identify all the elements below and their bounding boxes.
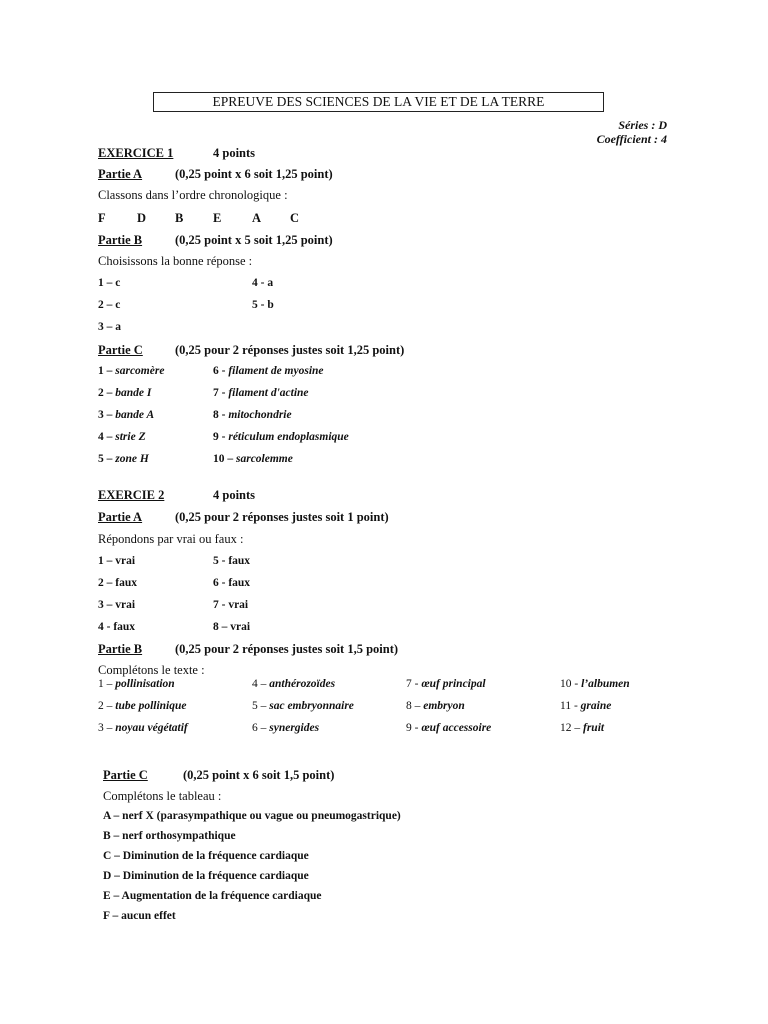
- true-false-answer: 7 - vrai: [213, 599, 249, 611]
- plant-term: 8 – embryon: [406, 700, 465, 712]
- exercise-1-points: 4 points: [213, 146, 256, 160]
- muscle-term: 2 – bande I: [98, 387, 152, 399]
- ex2-part-b-label: Partie B: [98, 642, 143, 656]
- ex2-part-c-label: Partie C: [103, 768, 148, 782]
- plant-term: 6 – synergides: [252, 722, 320, 734]
- true-false-answer: 4 - faux: [98, 621, 136, 633]
- page-title: EPREUVE DES SCIENCES DE LA VIE ET DE LA TERRE: [153, 92, 604, 112]
- ex1-part-c-scoring: (0,25 pour 2 réponses justes soit 1,25 point): [175, 343, 405, 357]
- order-item: B: [175, 211, 184, 225]
- true-false-answer: 8 – vrai: [213, 621, 251, 633]
- table-answer: F – aucun effet: [103, 910, 176, 922]
- true-false-answer: 3 – vrai: [98, 599, 136, 611]
- plant-term: 1 – pollinisation: [98, 678, 175, 690]
- answer-item: 3 – a: [98, 321, 121, 333]
- plant-term: 5 – sac embryonnaire: [252, 700, 354, 712]
- ex2-part-b-scoring: (0,25 pour 2 réponses justes soit 1,5 point): [175, 642, 399, 656]
- ex2-part-c-scoring: (0,25 point x 6 soit 1,5 point): [183, 768, 335, 782]
- series-label: Séries : D: [618, 118, 667, 132]
- plant-term: 4 – anthérozoïdes: [252, 678, 336, 690]
- ex2-part-b-instruction: Complétons le texte :: [98, 663, 205, 677]
- ex2-part-a-label: Partie A: [98, 510, 143, 524]
- plant-term: 2 – tube pollinique: [98, 700, 187, 712]
- muscle-term: 9 - réticulum endoplasmique: [213, 431, 349, 443]
- ex1-part-a-scoring: (0,25 point x 6 soit 1,25 point): [175, 167, 333, 181]
- true-false-answer: 5 - faux: [213, 555, 251, 567]
- ex1-part-a-instruction: Classons dans l’ordre chronologique :: [98, 188, 288, 202]
- answer-item: 4 - a: [252, 277, 274, 289]
- plant-term: 9 - œuf accessoire: [406, 722, 492, 734]
- order-item: E: [213, 211, 222, 225]
- muscle-term: 4 – strie Z: [98, 431, 146, 443]
- coefficient-label: Coefficient : 4: [596, 132, 667, 146]
- plant-term: 12 – fruit: [560, 722, 605, 734]
- table-answer: D – Diminution de la fréquence cardiaque: [103, 870, 309, 882]
- answer-item: 2 – c: [98, 299, 121, 311]
- true-false-answer: 1 – vrai: [98, 555, 136, 567]
- muscle-term: 8 - mitochondrie: [213, 409, 292, 421]
- muscle-term: 5 – zone H: [98, 453, 149, 465]
- table-answer: E – Augmentation de la fréquence cardiaque: [103, 890, 322, 902]
- table-answer: B – nerf orthosympathique: [103, 830, 236, 842]
- ex2-part-a-instruction: Répondons par vrai ou faux :: [98, 532, 244, 546]
- plant-term: 11 - graine: [560, 700, 612, 712]
- plant-term: 3 – noyau végétatif: [98, 722, 188, 734]
- order-item: A: [252, 211, 262, 225]
- answer-item: 5 - b: [252, 299, 274, 311]
- order-item: C: [290, 211, 300, 225]
- table-answer: A – nerf X (parasympathique ou vague ou pneumogastrique): [103, 810, 401, 822]
- plant-term: 7 - œuf principal: [406, 678, 486, 690]
- exercise-1-title: EXERCICE 1: [98, 146, 174, 160]
- true-false-answer: 6 - faux: [213, 577, 251, 589]
- muscle-term: 6 - filament de myosine: [213, 365, 324, 377]
- order-item: D: [137, 211, 147, 225]
- muscle-term: 7 - filament d'actine: [213, 387, 309, 399]
- muscle-term: 10 – sarcolemme: [213, 453, 293, 465]
- order-item: F: [98, 211, 106, 225]
- ex1-part-b-label: Partie B: [98, 233, 143, 247]
- table-answer: C – Diminution de la fréquence cardiaque: [103, 850, 309, 862]
- muscle-term: 3 – bande A: [98, 409, 155, 421]
- ex1-part-a-label: Partie A: [98, 167, 143, 181]
- ex2-part-a-scoring: (0,25 pour 2 réponses justes soit 1 point): [175, 510, 389, 524]
- answer-item: 1 – c: [98, 277, 121, 289]
- ex1-part-c-label: Partie C: [98, 343, 143, 357]
- ex2-part-c-instruction: Complétons le tableau :: [103, 789, 222, 803]
- true-false-answer: 2 – faux: [98, 577, 137, 589]
- plant-term: 10 - l’albumen: [560, 678, 630, 690]
- ex1-part-b-instruction: Choisissons la bonne réponse :: [98, 254, 253, 268]
- exercise-2-points: 4 points: [213, 488, 256, 502]
- ex1-part-b-scoring: (0,25 point x 5 soit 1,25 point): [175, 233, 333, 247]
- muscle-term: 1 – sarcomère: [98, 365, 165, 377]
- exercise-2-title: EXERCIE 2: [98, 488, 165, 502]
